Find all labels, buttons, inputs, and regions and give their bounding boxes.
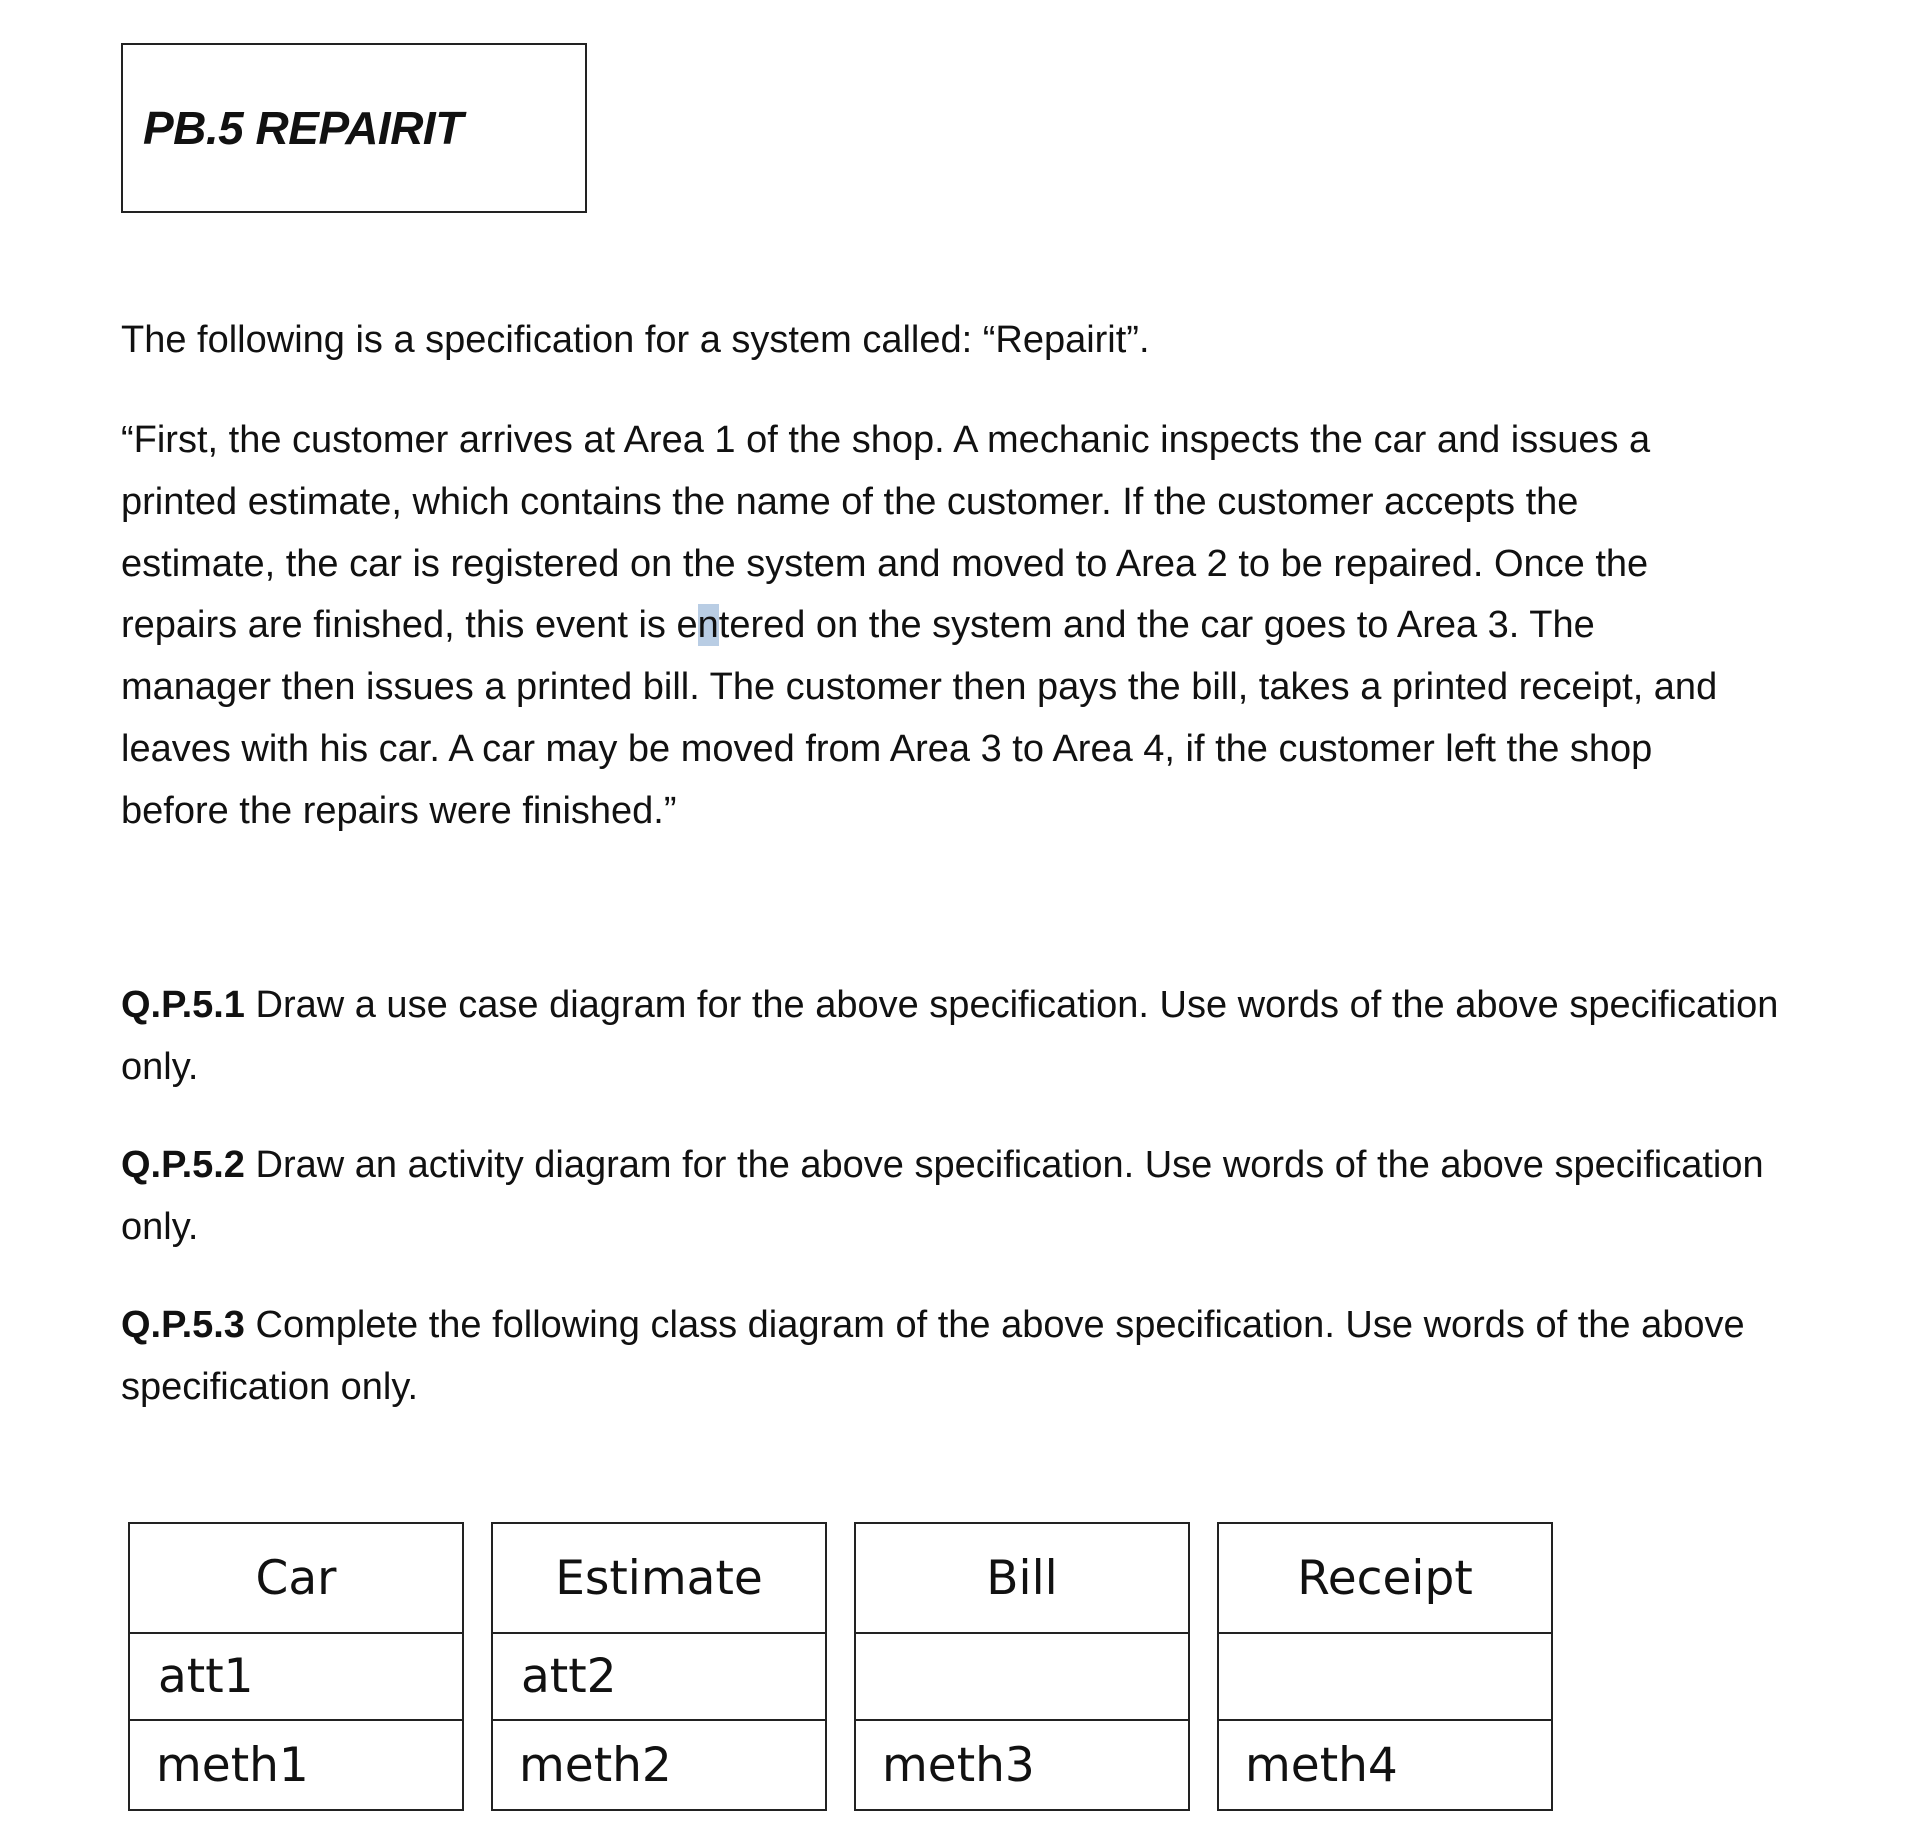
class-box-estimate bbox=[491, 1522, 827, 1811]
class-name: Estimate bbox=[493, 1524, 825, 1634]
spec-line-1: “First, the customer arrives at Area 1 of the shop. A mechanic inspects the car and issues a bbox=[121, 419, 1651, 461]
question-2-label: Q.P.5.2 bbox=[121, 1144, 245, 1186]
question-1-label: Q.P.5.1 bbox=[121, 984, 245, 1026]
spec-line-6: leaves with his car. A car may be moved from Area 3 to Area 4, if the customer left the shop bbox=[121, 727, 1653, 770]
question-3 bbox=[121, 1295, 1841, 1419]
class-box-receipt bbox=[1217, 1522, 1553, 1811]
text-selection-highlight[interactable]: n bbox=[697, 604, 719, 647]
question-3-label: Q.P.5.3 bbox=[121, 1304, 245, 1346]
class-method: meth3 bbox=[882, 1737, 1035, 1793]
class-method: meth4 bbox=[1245, 1737, 1398, 1793]
question-2 bbox=[121, 1135, 1841, 1259]
intro-paragraph: The following is a specification for a system called: “Repairit”. bbox=[121, 319, 1150, 361]
spec-line-4-start: repairs are finished, this event is e bbox=[121, 604, 698, 647]
page-title: PB.5 REPAIRIT bbox=[143, 102, 463, 154]
class-name: Receipt bbox=[1219, 1524, 1551, 1634]
question-1 bbox=[121, 975, 1841, 1099]
spec-line-5: manager then issues a printed bill. The customer then pays the bill, takes a printed receipt, and bbox=[121, 666, 1718, 709]
question-3-text: Complete the following class diagram of the above specification. Use words of the above specification only. bbox=[121, 1304, 1745, 1408]
class-attribute bbox=[1219, 1634, 1551, 1721]
title-box bbox=[121, 43, 587, 213]
class-attribute bbox=[856, 1634, 1188, 1721]
spec-line-3: estimate, the car is registered on the system and moved to Area 2 to be repaired. Once the bbox=[121, 542, 1649, 585]
class-method: meth2 bbox=[519, 1737, 672, 1793]
spec-line-4-end: tered on the system and the car goes to Area 3. The bbox=[718, 604, 1595, 647]
spec-line-4 bbox=[121, 595, 1841, 657]
class-box-car bbox=[128, 1522, 464, 1811]
class-method: meth1 bbox=[156, 1737, 309, 1793]
class-name: Bill bbox=[856, 1524, 1188, 1634]
spec-line-7: before the repairs were finished.” bbox=[121, 789, 677, 832]
spec-line-2: printed estimate, which contains the name of the customer. If the customer accepts the bbox=[121, 480, 1579, 523]
class-diagram bbox=[128, 1522, 1553, 1811]
specification-paragraph bbox=[121, 410, 1841, 843]
class-attribute: att1 bbox=[130, 1634, 462, 1721]
question-2-text: Draw an activity diagram for the above specification. Use words of the above specification only. bbox=[121, 1144, 1764, 1248]
class-box-bill bbox=[854, 1522, 1190, 1811]
class-name: Car bbox=[130, 1524, 462, 1634]
question-1-text: Draw a use case diagram for the above specification. Use words of the above specification only. bbox=[121, 984, 1779, 1088]
class-attribute: att2 bbox=[493, 1634, 825, 1721]
